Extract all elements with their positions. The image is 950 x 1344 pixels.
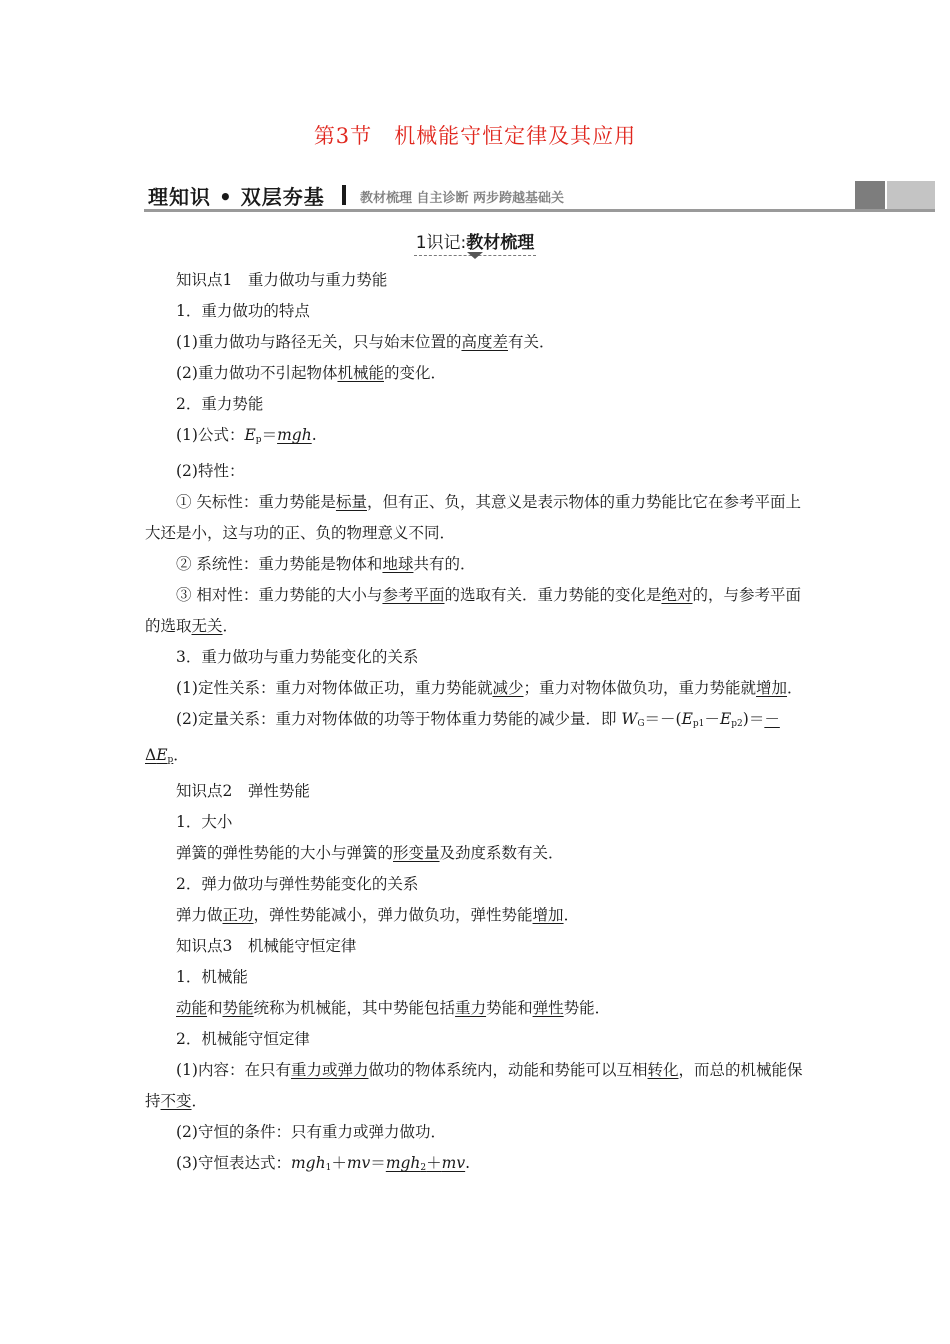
answer-blank: 增加 [532,906,564,924]
kp1-s3: 3．重力做功与重力势能变化的关系 [176,648,419,666]
answer-blank: 标量 [335,493,367,511]
kp3-heading: 知识点3 机械能守恒定律 [176,937,357,955]
answer-blank: 无关 [191,617,223,635]
kp1-r1: (1)定性关系：重力对物体做正功，重力势能就减少；重力对物体做负功，重力势能就增加． [176,679,803,697]
section-prefix: 1识记: [415,233,467,253]
kp1-c1: ① 矢标性：重力势能是标量，但有正、负，其意义是表示物体的重力势能比它在参考平面上大还是小，这与功的正、负的物理意义不同． [145,493,801,542]
banner-title: 理知识 • 双层夯基 [148,185,325,209]
answer-blank: 机械能 [337,364,384,382]
kp3-s2: 2．机械能守恒定律 [176,1030,310,1048]
chapter-name: 机械能守恒定律及其应用 [394,124,637,148]
answer-blank: 减少 [492,679,524,697]
content-body [145,265,807,1184]
answer-blank: mgh [277,426,312,444]
kp1-s2: 2．重力势能 [176,395,264,413]
answer-blank: 重力 [455,999,487,1017]
kp1-heading: 知识点1 重力做功与重力势能 [176,271,388,289]
kp3-c3: (3)守恒表达式：mgh$_1$＋mv＝mgh$_2$＋mv. [176,1154,471,1173]
kp1-r2: (2)定量关系：重力对物体做的功等于物体重力势能的减少量．即 $W_G=-(E_{p1}-E_{p2})=-\Delta E_p$． [145,710,780,765]
section-banner [144,181,935,213]
banner-separator [342,185,346,205]
answer-blank: 绝对 [661,586,693,604]
kp2-l1: 弹簧的弹性势能的大小与弹簧的形变量及劲度系数有关． [176,844,564,862]
answer-blank: 重力或弹力 [290,1061,369,1079]
answer-blank: 动能 [176,999,208,1017]
kp3-s1: 1．机械能 [176,968,248,986]
kp1-feature: (2)特性： [176,462,245,480]
kp2-heading: 知识点2 弹性势能 [176,782,310,800]
answer-blank: 正功 [222,906,254,924]
answer-blank: 弹性 [532,999,564,1017]
kp2-s1: 1．大小 [176,813,233,831]
kp1-l2: (2)重力做功不引起物体机械能的变化． [176,364,446,382]
answer-blank: mgh$_2$＋mv [385,1154,466,1173]
banner-rule [144,209,935,212]
kp2-s2: 2．弹力做功与弹性势能变化的关系 [176,875,419,893]
kp1-c3: ③ 相对性：重力势能的大小与参考平面的选取有关．重力势能的变化是绝对的，与参考平面的选取无关． [145,586,801,635]
kp1-formula: (1)公式：$E_p=mgh$. [176,426,317,445]
answer-blank: 势能 [222,999,254,1017]
kp1-l1: (1)重力做功与路径无关，只与始末位置的高度差有关． [176,333,555,351]
answer-blank: 不变 [160,1092,192,1110]
kp1-s1: 1．重力做功的特点 [176,302,310,320]
banner-block-dark [855,181,885,209]
kp2-l2: 弹力做正功，弹性势能减小，弹力做负功，弹性势能增加． [176,906,580,924]
answer-blank: 转化 [647,1061,679,1079]
chapter-number: 第3节 [313,124,373,148]
banner-subtitle: 教材梳理 自主诊断 两步跨越基础关 [360,191,565,206]
answer-blank: 形变量 [393,844,440,862]
answer-blank: 参考平面 [382,586,445,604]
section-heading [0,228,950,256]
answer-blank: 高度差 [461,333,508,351]
page-title [0,120,950,150]
kp3-c1: (1)内容：在只有重力或弹力做功的物体系统内，动能和势能可以互相转化，而总的机械能保持不变． [145,1061,803,1110]
section-name: 教材梳理 [466,233,535,253]
answer-blank: 地球 [382,555,414,573]
kp3-l1: 动能和势能统称为机械能，其中势能包括重力势能和弹性势能． [176,999,611,1017]
arrow-down-icon [467,252,483,259]
banner-block-light [887,181,935,209]
answer-blank: 增加 [756,679,788,697]
kp3-c2: (2)守恒的条件：只有重力或弹力做功． [176,1123,446,1141]
kp1-c2: ② 系统性：重力势能是物体和地球共有的． [176,555,476,573]
answer-blank: $-\Delta E_p$ [145,710,780,765]
